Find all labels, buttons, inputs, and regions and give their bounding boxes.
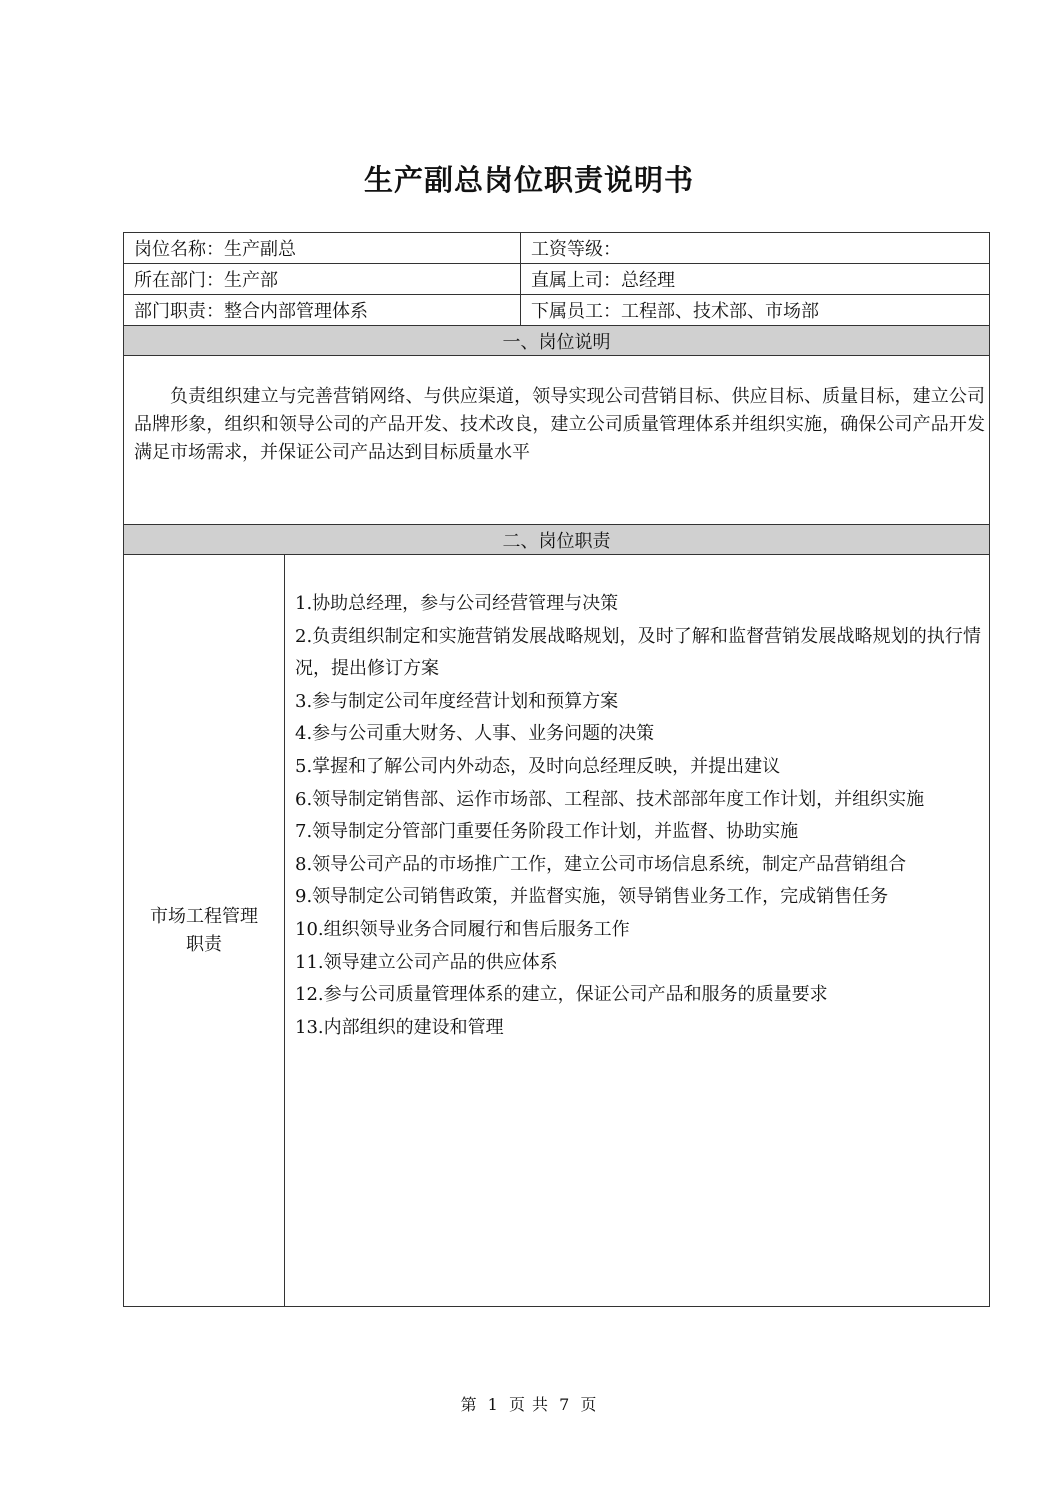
footer-total-pages: 7: [559, 1395, 571, 1414]
footer-page-number: 1: [487, 1395, 499, 1414]
duty-item: 2.负责组织制定和实施营销发展战略规划，及时了解和监督营销发展战略规划的执行情况，提出修订方案: [295, 625, 981, 680]
document-title: 生产副总岗位职责说明书: [363, 163, 694, 197]
duties-category-label: [124, 555, 285, 1307]
duty-item: 4.参与公司重大财务、人事、业务问题的决策: [295, 723, 655, 745]
duty-item: 5.掌握和了解公司内外动态，及时向总经理反映，并提出建议: [295, 755, 781, 777]
position-description-text: 负责组织建立与完善营销网络、与供应渠道，领导实现公司营销目标、供应目标、质量目标，建立公司品牌形象，组织和领导公司的产品开发、技术改良，建立公司质量管理体系并组织实施，确保公司产品开发满足市场需求，并保证公司产品达到目标质量水平: [134, 386, 985, 463]
position-name-cell: 岗位名称：生产副总: [124, 233, 521, 264]
page-footer: [0, 1392, 1058, 1415]
duty-item: 6.领导制定销售部、运作市场部、工程部、技术部部年度工作计划，并组织实施: [295, 788, 925, 810]
supervisor-cell: 直属上司：总经理: [521, 264, 990, 295]
section1-header-row: [124, 326, 990, 356]
duty-item: 7.领导制定分管部门重要任务阶段工作计划，并监督、协助实施: [295, 821, 799, 843]
section2-body-row: [124, 555, 990, 1307]
footer-prefix: 第: [460, 1395, 478, 1414]
salary-grade-cell: 工资等级：: [521, 233, 990, 264]
duty-item: 12.参与公司质量管理体系的建立，保证公司产品和服务的质量要求: [295, 984, 828, 1006]
footer-middle: 页 共: [508, 1395, 550, 1414]
subordinates-cell: 下属员工：工程部、技术部、市场部: [521, 295, 990, 326]
section2-header-row: [124, 525, 990, 555]
duty-item: 8.领导公司产品的市场推广工作，建立公司市场信息系统，制定产品营销组合: [295, 853, 907, 875]
footer-suffix: 页: [580, 1395, 598, 1414]
duties-category-line2: 职责: [186, 933, 222, 955]
info-row-1: [124, 233, 990, 264]
duty-item: 13.内部组织的建设和管理: [295, 1016, 504, 1038]
dept-duty-cell: 部门职责：整合内部管理体系: [124, 295, 521, 326]
position-duties-header: 二、岗位职责: [124, 525, 990, 555]
position-description-header: 一、岗位说明: [124, 326, 990, 356]
duty-item: 11.领导建立公司产品的供应体系: [295, 951, 558, 973]
duties-category-line1: 市场工程管理: [150, 905, 258, 927]
info-row-3: [124, 295, 990, 326]
position-description-cell: [124, 356, 990, 525]
duty-item: 9.领导制定公司销售政策，并监督实施，领导销售业务工作，完成销售任务: [295, 886, 889, 908]
duties-list-cell: [285, 555, 990, 1307]
duty-item: 3.参与制定公司年度经营计划和预算方案: [295, 690, 619, 712]
department-cell: 所在部门：生产部: [124, 264, 521, 295]
section1-body-row: [124, 356, 990, 525]
job-description-table: [123, 232, 990, 1307]
info-row-2: [124, 264, 990, 295]
duty-item: 1.协助总经理，参与公司经营管理与决策: [295, 593, 619, 614]
duty-item: 10.组织领导业务合同履行和售后服务工作: [295, 918, 630, 940]
duties-list: [295, 588, 981, 1044]
